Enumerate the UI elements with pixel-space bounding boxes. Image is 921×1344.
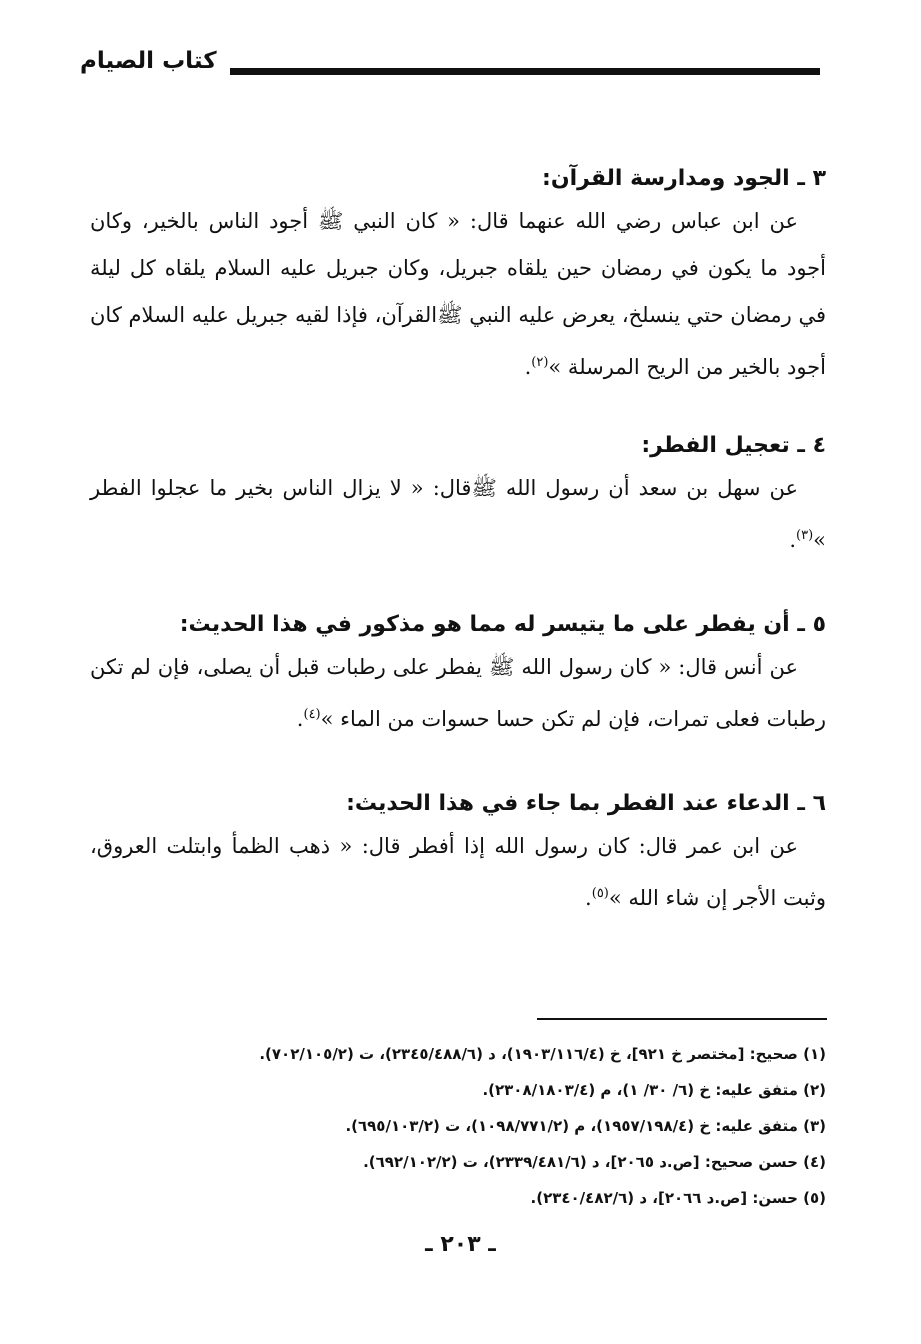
running-header [80,42,820,92]
section-generosity [90,160,826,391]
footnote-ref[interactable]: (٢) [531,355,549,370]
section-heading: ٦ ـ الدعاء عند الفطر بما جاء في هذا الحديث: [346,791,826,816]
hadith-body: عن أنس قال: « كان رسول الله ﷺ يفطر على رطبات قبل أن يصلى، فإن لم تكن رطبات فعلى تمرات، فإن لم تكن حسا حسوات من الماء » [90,655,826,731]
hadith-body: عن ابن عمر قال: كان رسول الله إذا أفطر قال: « ذهب الظمأ وابتلت العروق، وثبت الأجر إن شاء الله » [90,834,826,910]
footnote-item: (٣) متفق عليه: خ (١٩٥٧/١٩٨/٤)، م (١٠٩٨/٧٧١/٢)، ت (٦٩٥/١٠٣/٢). [345,1117,826,1135]
footnote-item: (٥) حسن: [ص.د ٢٠٦٦]، د (٢٣٤٠/٤٨٢/٦). [530,1189,826,1207]
footnote-item: (٤) حسن صحيح: [ص.د ٢٠٦٥]، د (٢٣٣٩/٤٨١/٦)، ت (٦٩٢/١٠٢/٢). [363,1153,826,1171]
footnote-item: (٢) متفق عليه: خ (٦/ ٣٠/ ١)، م (٢٣٠٨/١٨٠٣/٤). [482,1081,826,1099]
hadith-text: عن أنس قال: « كان رسول الله ﷺ يفطر على رطبات قبل أن يصلى، فإن لم تكن رطبات فعلى تمرات، فإن لم تكن حسا حسوات من الماء »$^{(٤)}$. [90,655,826,731]
footnotes [120,1036,826,1216]
footnote-ref[interactable]: (٣) [796,528,814,543]
hadith-body: عن سهل بن سعد أن رسول الله ﷺقال: « لا يزال الناس بخير ما عجلوا الفطر » [90,476,826,552]
footnote-divider [537,1018,827,1020]
footnote-item: (١) صحيح: [مختصر خ ٩٢١]، خ (١٩٠٣/١١٦/٤)، د (٢٣٤٥/٤٨٨/٦)، ت (٧٠٢/١٠٥/٢). [259,1045,826,1063]
hadith-text: عن ابن عمر قال: كان رسول الله إذا أفطر قال: « ذهب الظمأ وابتلت العروق، وثبت الأجر إن شاء الله »$^{(٥)}$. [90,834,826,910]
footnote-ref[interactable]: (٤) [303,707,321,722]
header-rule [230,68,820,75]
section-iftar-food [90,606,826,743]
hadith-body: عن ابن عباس رضي الله عنهما قال: « كان النبي ﷺ أجود الناس بالخير، وكان أجود ما يكون في رمضان حين يلقاه جبريل، وكان جبريل عليه السلام يلقاه كل ليلة في رمضان حتي ينسلخ، يعرض عليه النبي ﷺالقرآن، فإذا لقيه جبريل عليه السلام كان أجود بالخير من الريح المرسلة » [90,209,826,379]
section-hastening-iftar [90,427,826,564]
page-number: ـ ٢٠٣ ـ [425,1232,496,1257]
hadith-text: عن ابن عباس رضي الله عنهما قال: « كان النبي ﷺ أجود الناس بالخير، وكان أجود ما يكون في رمضان حين يلقاه جبريل، وكان جبريل عليه السلام يلقاه كل ليلة في رمضان حتي ينسلخ، يعرض عليه النبي ﷺالقرآن، فإذا لقيه جبريل عليه السلام كان أجود بالخير من الريح المرسلة »$^{(٢)}$. [90,209,826,379]
section-heading: ٤ ـ تعجيل الفطر: [641,433,826,458]
running-header-title: كتاب الصيام [80,48,217,74]
hadith-text: عن سهل بن سعد أن رسول الله ﷺقال: « لا يزال الناس بخير ما عجلوا الفطر »$^{(٣)}$. [90,476,826,552]
section-heading: ٣ ـ الجود ومدارسة القرآن: [542,166,826,191]
section-heading: ٥ ـ أن يفطر على ما يتيسر له مما هو مذكور في هذا الحديث: [179,612,826,637]
section-iftar-dua [90,785,826,922]
footnote-ref[interactable]: (٥) [591,886,609,901]
main-text [90,160,826,922]
